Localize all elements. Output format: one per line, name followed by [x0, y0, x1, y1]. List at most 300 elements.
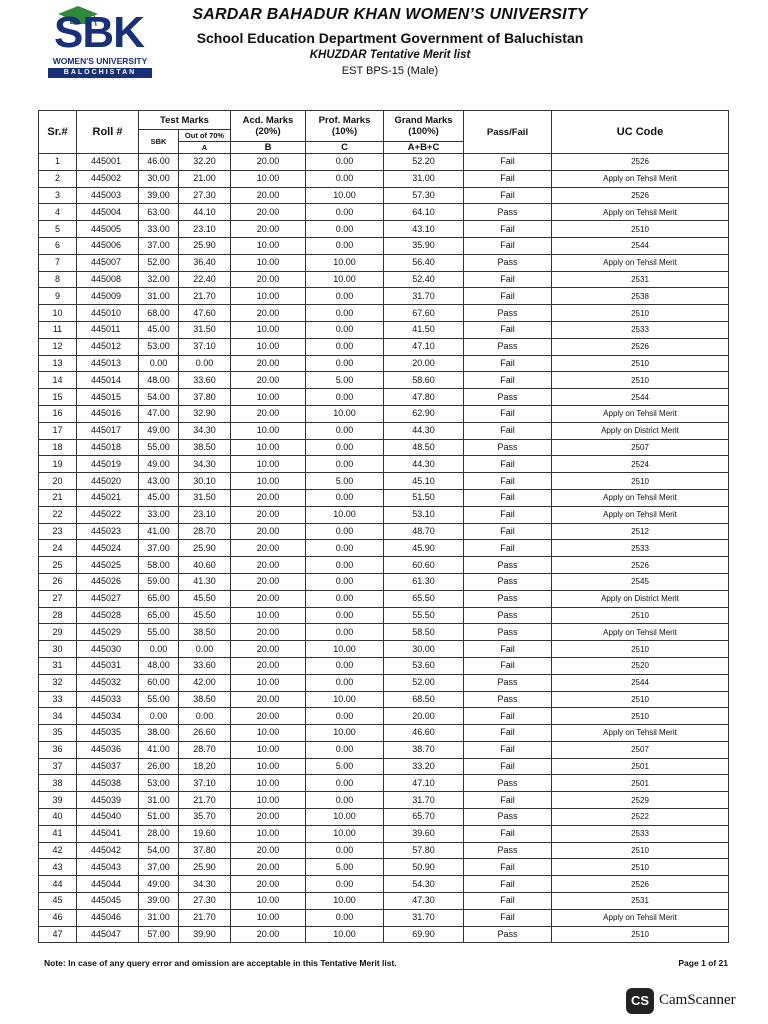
cell-uc: 2510 — [552, 641, 729, 658]
cell-result: Fail — [464, 523, 552, 540]
table-row — [39, 389, 729, 406]
cell-b: 20.00 — [231, 540, 306, 557]
cell-total: 45.10 — [384, 473, 464, 490]
cell-a: 32.20 — [179, 154, 231, 171]
cell-b: 10.00 — [231, 607, 306, 624]
cell-total: 31.70 — [384, 792, 464, 809]
cell-c: 0.00 — [306, 321, 384, 338]
cell-c: 0.00 — [306, 170, 384, 187]
cell-uc: 2501 — [552, 758, 729, 775]
cell-sbk: 47.00 — [139, 405, 179, 422]
cell-sbk: 65.00 — [139, 607, 179, 624]
cell-roll: 445005 — [77, 221, 139, 238]
cell-total: 47.80 — [384, 389, 464, 406]
cell-result: Fail — [464, 154, 552, 171]
camscanner-label: CamScanner — [659, 992, 736, 1008]
header-acd-marks: Acd. Marks (20%) — [231, 111, 306, 142]
cell-b: 20.00 — [231, 355, 306, 372]
cell-sr: 43 — [39, 859, 77, 876]
cell-sbk: 53.00 — [139, 775, 179, 792]
cell-a: 37.10 — [179, 338, 231, 355]
cell-a: 0.00 — [179, 708, 231, 725]
cell-result: Pass — [464, 439, 552, 456]
cell-sr: 42 — [39, 842, 77, 859]
cell-uc: Apply on Tehsil Merit — [552, 725, 729, 742]
cell-result: Fail — [464, 825, 552, 842]
cell-result: Pass — [464, 204, 552, 221]
cell-b: 10.00 — [231, 456, 306, 473]
cell-b: 20.00 — [231, 523, 306, 540]
cell-b: 20.00 — [231, 154, 306, 171]
cell-a: 42.00 — [179, 674, 231, 691]
cell-total: 65.70 — [384, 809, 464, 826]
cell-c: 0.00 — [306, 288, 384, 305]
table-row — [39, 254, 729, 271]
header-col-total: A+B+C — [384, 142, 464, 154]
cell-roll: 445036 — [77, 741, 139, 758]
cell-b: 20.00 — [231, 489, 306, 506]
cell-uc: 2510 — [552, 926, 729, 943]
cell-sr: 28 — [39, 607, 77, 624]
cell-sbk: 49.00 — [139, 456, 179, 473]
cell-a: 34.30 — [179, 422, 231, 439]
cell-b: 10.00 — [231, 254, 306, 271]
cell-sbk: 52.00 — [139, 254, 179, 271]
cell-sr: 22 — [39, 506, 77, 523]
cell-b: 10.00 — [231, 288, 306, 305]
cell-a: 21.70 — [179, 288, 231, 305]
table-row — [39, 506, 729, 523]
table-row — [39, 170, 729, 187]
cell-c: 10.00 — [306, 506, 384, 523]
cell-b: 10.00 — [231, 473, 306, 490]
cell-b: 10.00 — [231, 170, 306, 187]
cell-c: 0.00 — [306, 489, 384, 506]
cell-a: 34.30 — [179, 876, 231, 893]
cell-b: 20.00 — [231, 691, 306, 708]
cell-total: 44.30 — [384, 456, 464, 473]
cell-result: Pass — [464, 624, 552, 641]
table-row — [39, 288, 729, 305]
cell-uc: 2522 — [552, 809, 729, 826]
cell-result: Pass — [464, 607, 552, 624]
cell-roll: 445033 — [77, 691, 139, 708]
cell-sbk: 41.00 — [139, 523, 179, 540]
cell-result: Fail — [464, 725, 552, 742]
cell-result: Fail — [464, 170, 552, 187]
cell-roll: 445007 — [77, 254, 139, 271]
cell-sr: 24 — [39, 540, 77, 557]
cell-sr: 12 — [39, 338, 77, 355]
cell-a: 45.50 — [179, 607, 231, 624]
cell-a: 28.70 — [179, 523, 231, 540]
cell-total: 48.50 — [384, 439, 464, 456]
cell-uc: Apply on Tehsil Merit — [552, 624, 729, 641]
cell-total: 67.60 — [384, 305, 464, 322]
cell-c: 0.00 — [306, 237, 384, 254]
cell-uc: Apply on Tehsil Merit — [552, 204, 729, 221]
cell-roll: 445008 — [77, 271, 139, 288]
cell-roll: 445016 — [77, 405, 139, 422]
cell-roll: 445019 — [77, 456, 139, 473]
cell-roll: 445017 — [77, 422, 139, 439]
cell-b: 20.00 — [231, 876, 306, 893]
cell-roll: 445012 — [77, 338, 139, 355]
cell-sr: 45 — [39, 893, 77, 910]
cell-result: Pass — [464, 775, 552, 792]
cell-a: 23.10 — [179, 221, 231, 238]
cell-result: Fail — [464, 288, 552, 305]
cell-sbk: 53.00 — [139, 338, 179, 355]
table-row — [39, 909, 729, 926]
cell-c: 0.00 — [306, 221, 384, 238]
cell-roll: 445015 — [77, 389, 139, 406]
cell-total: 56.40 — [384, 254, 464, 271]
cell-uc: 2526 — [552, 187, 729, 204]
table-row — [39, 523, 729, 540]
cell-sbk: 45.00 — [139, 321, 179, 338]
cell-sbk: 33.00 — [139, 506, 179, 523]
table-row — [39, 237, 729, 254]
cell-c: 0.00 — [306, 909, 384, 926]
logo-province-text: BALOCHISTAN — [48, 68, 152, 78]
cell-sr: 18 — [39, 439, 77, 456]
cell-b: 10.00 — [231, 422, 306, 439]
cell-sr: 36 — [39, 741, 77, 758]
table-row — [39, 809, 729, 826]
cell-a: 37.80 — [179, 389, 231, 406]
table-row — [39, 725, 729, 742]
cell-result: Fail — [464, 641, 552, 658]
cell-roll: 445010 — [77, 305, 139, 322]
header-out-of: Out of 70% — [179, 130, 231, 142]
cell-a: 36.40 — [179, 254, 231, 271]
table-row — [39, 792, 729, 809]
cell-a: 21.70 — [179, 792, 231, 809]
cell-b: 20.00 — [231, 372, 306, 389]
header-pass-fail: Pass/Fail — [464, 111, 552, 154]
header-roll: Roll # — [77, 111, 139, 154]
cell-uc: 2526 — [552, 154, 729, 171]
cell-b: 20.00 — [231, 271, 306, 288]
cell-roll: 445006 — [77, 237, 139, 254]
cell-sr: 7 — [39, 254, 77, 271]
merit-table — [38, 110, 729, 943]
cell-sbk: 26.00 — [139, 758, 179, 775]
cell-uc: 2510 — [552, 473, 729, 490]
merit-table-body — [39, 154, 729, 943]
table-row — [39, 271, 729, 288]
cell-uc: 2531 — [552, 893, 729, 910]
cell-uc: 2510 — [552, 221, 729, 238]
cell-c: 0.00 — [306, 607, 384, 624]
cell-b: 20.00 — [231, 221, 306, 238]
table-row — [39, 741, 729, 758]
list-title: KHUZDAR Tentative Merit list — [309, 49, 471, 61]
cell-total: 44.30 — [384, 422, 464, 439]
cell-a: 30.10 — [179, 473, 231, 490]
table-row — [39, 439, 729, 456]
cell-a: 37.80 — [179, 842, 231, 859]
cell-total: 46.60 — [384, 725, 464, 742]
cell-sr: 32 — [39, 674, 77, 691]
table-row — [39, 540, 729, 557]
cell-roll: 445004 — [77, 204, 139, 221]
cell-a: 22.40 — [179, 271, 231, 288]
cell-c: 0.00 — [306, 338, 384, 355]
cell-uc: 2526 — [552, 338, 729, 355]
cell-roll: 445014 — [77, 372, 139, 389]
cell-uc: 2533 — [552, 540, 729, 557]
cell-c: 5.00 — [306, 372, 384, 389]
header-test-marks: Test Marks — [139, 111, 231, 130]
cell-total: 35.90 — [384, 237, 464, 254]
cell-sbk: 39.00 — [139, 893, 179, 910]
cell-total: 31.00 — [384, 170, 464, 187]
cell-sr: 10 — [39, 305, 77, 322]
cell-uc: 2544 — [552, 237, 729, 254]
cell-sbk: 49.00 — [139, 876, 179, 893]
cell-c: 0.00 — [306, 741, 384, 758]
header-sr: Sr.# — [39, 111, 77, 154]
cell-uc: 2510 — [552, 355, 729, 372]
cell-b: 10.00 — [231, 321, 306, 338]
cell-total: 69.90 — [384, 926, 464, 943]
cell-total: 55.50 — [384, 607, 464, 624]
cell-sbk: 28.00 — [139, 825, 179, 842]
cell-roll: 445023 — [77, 523, 139, 540]
cell-sbk: 37.00 — [139, 859, 179, 876]
cell-uc: 2510 — [552, 607, 729, 624]
cell-total: 45.90 — [384, 540, 464, 557]
cell-sr: 39 — [39, 792, 77, 809]
cell-uc: 2520 — [552, 657, 729, 674]
table-row — [39, 775, 729, 792]
cell-result: Pass — [464, 842, 552, 859]
cell-uc: 2526 — [552, 876, 729, 893]
cell-total: 64.10 — [384, 204, 464, 221]
cell-roll: 445041 — [77, 825, 139, 842]
cell-uc: 2531 — [552, 271, 729, 288]
cell-c: 0.00 — [306, 305, 384, 322]
table-row — [39, 405, 729, 422]
cell-b: 20.00 — [231, 657, 306, 674]
cell-a: 38.50 — [179, 624, 231, 641]
header-prof-marks: Prof. Marks (10%) — [306, 111, 384, 142]
cell-uc: Apply on District Merit — [552, 422, 729, 439]
cell-sr: 9 — [39, 288, 77, 305]
cell-c: 0.00 — [306, 775, 384, 792]
cell-sbk: 55.00 — [139, 691, 179, 708]
cell-result: Fail — [464, 187, 552, 204]
cell-total: 31.70 — [384, 288, 464, 305]
cell-c: 10.00 — [306, 405, 384, 422]
cell-sr: 26 — [39, 573, 77, 590]
cell-sr: 16 — [39, 405, 77, 422]
cell-roll: 445002 — [77, 170, 139, 187]
cell-uc: Apply on Tehsil Merit — [552, 405, 729, 422]
cell-roll: 445021 — [77, 489, 139, 506]
cell-total: 38.70 — [384, 741, 464, 758]
cell-result: Fail — [464, 893, 552, 910]
cell-result: Pass — [464, 254, 552, 271]
cell-result: Pass — [464, 305, 552, 322]
cell-total: 30.00 — [384, 641, 464, 658]
cell-total: 68.50 — [384, 691, 464, 708]
cell-roll: 445030 — [77, 641, 139, 658]
cell-roll: 445035 — [77, 725, 139, 742]
cell-total: 50.90 — [384, 859, 464, 876]
cell-b: 20.00 — [231, 809, 306, 826]
table-row — [39, 674, 729, 691]
cell-b: 10.00 — [231, 338, 306, 355]
cell-sbk: 38.00 — [139, 725, 179, 742]
cell-sbk: 0.00 — [139, 355, 179, 372]
cell-a: 28.70 — [179, 741, 231, 758]
table-row — [39, 876, 729, 893]
cell-total: 52.40 — [384, 271, 464, 288]
cell-roll: 445043 — [77, 859, 139, 876]
cell-sbk: 43.00 — [139, 473, 179, 490]
cell-sbk: 0.00 — [139, 641, 179, 658]
cell-b: 20.00 — [231, 187, 306, 204]
cell-b: 20.00 — [231, 573, 306, 590]
cell-b: 10.00 — [231, 439, 306, 456]
cell-sbk: 48.00 — [139, 372, 179, 389]
cell-roll: 445034 — [77, 708, 139, 725]
cell-b: 20.00 — [231, 708, 306, 725]
cell-c: 10.00 — [306, 691, 384, 708]
cell-uc: Apply on Tehsil Merit — [552, 254, 729, 271]
table-row — [39, 624, 729, 641]
cell-sbk: 37.00 — [139, 540, 179, 557]
cell-c: 0.00 — [306, 557, 384, 574]
cell-a: 38.50 — [179, 691, 231, 708]
cell-sbk: 51.00 — [139, 809, 179, 826]
cell-total: 20.00 — [384, 355, 464, 372]
cell-sr: 31 — [39, 657, 77, 674]
cell-uc: 2510 — [552, 305, 729, 322]
cell-uc: 2538 — [552, 288, 729, 305]
cell-sr: 25 — [39, 557, 77, 574]
cell-a: 18.20 — [179, 758, 231, 775]
cell-uc: Apply on Tehsil Merit — [552, 489, 729, 506]
cell-sr: 23 — [39, 523, 77, 540]
cell-total: 41.50 — [384, 321, 464, 338]
table-row — [39, 758, 729, 775]
cell-c: 0.00 — [306, 523, 384, 540]
cell-sr: 13 — [39, 355, 77, 372]
cell-a: 21.70 — [179, 909, 231, 926]
cell-b: 10.00 — [231, 792, 306, 809]
cell-b: 20.00 — [231, 204, 306, 221]
cell-roll: 445032 — [77, 674, 139, 691]
cell-c: 0.00 — [306, 154, 384, 171]
cell-uc: 2510 — [552, 372, 729, 389]
cell-result: Pass — [464, 557, 552, 574]
cell-roll: 445039 — [77, 792, 139, 809]
cell-b: 10.00 — [231, 775, 306, 792]
cell-total: 65.50 — [384, 590, 464, 607]
cell-a: 37.10 — [179, 775, 231, 792]
cell-result: Fail — [464, 792, 552, 809]
cell-sbk: 31.00 — [139, 288, 179, 305]
cell-sr: 37 — [39, 758, 77, 775]
cell-sr: 2 — [39, 170, 77, 187]
cell-result: Fail — [464, 473, 552, 490]
cell-sbk: 68.00 — [139, 305, 179, 322]
cell-sbk: 58.00 — [139, 557, 179, 574]
cell-roll: 445044 — [77, 876, 139, 893]
cell-result: Fail — [464, 909, 552, 926]
cell-sbk: 33.00 — [139, 221, 179, 238]
cell-result: Pass — [464, 809, 552, 826]
cell-sr: 19 — [39, 456, 77, 473]
cell-result: Pass — [464, 573, 552, 590]
table-row — [39, 842, 729, 859]
cell-sbk: 41.00 — [139, 741, 179, 758]
cell-sbk: 54.00 — [139, 389, 179, 406]
cell-roll: 445022 — [77, 506, 139, 523]
cell-result: Fail — [464, 708, 552, 725]
cell-a: 32.90 — [179, 405, 231, 422]
cell-total: 54.30 — [384, 876, 464, 893]
cell-uc: Apply on Tehsil Merit — [552, 909, 729, 926]
cell-c: 5.00 — [306, 473, 384, 490]
page-number: Page 1 of 21 — [678, 958, 728, 968]
cell-c: 10.00 — [306, 809, 384, 826]
cell-uc: 2533 — [552, 321, 729, 338]
cell-sr: 44 — [39, 876, 77, 893]
cell-sr: 5 — [39, 221, 77, 238]
cell-uc: 2507 — [552, 741, 729, 758]
cell-total: 39.60 — [384, 825, 464, 842]
cell-result: Fail — [464, 271, 552, 288]
cell-uc: 2526 — [552, 557, 729, 574]
cell-b: 10.00 — [231, 893, 306, 910]
cell-a: 21.00 — [179, 170, 231, 187]
cell-sr: 46 — [39, 909, 77, 926]
cell-uc: 2510 — [552, 708, 729, 725]
cell-sr: 29 — [39, 624, 77, 641]
cell-roll: 445009 — [77, 288, 139, 305]
cell-b: 20.00 — [231, 859, 306, 876]
cell-result: Fail — [464, 506, 552, 523]
cell-uc: 2529 — [552, 792, 729, 809]
table-row — [39, 305, 729, 322]
cell-c: 0.00 — [306, 590, 384, 607]
university-name: SARDAR BAHADUR KHAN WOMEN’S UNIVERSITY — [192, 6, 588, 23]
table-row — [39, 372, 729, 389]
table-row — [39, 607, 729, 624]
cell-sbk: 60.00 — [139, 674, 179, 691]
cell-roll: 445046 — [77, 909, 139, 926]
cell-a: 40.60 — [179, 557, 231, 574]
cell-a: 25.90 — [179, 237, 231, 254]
cell-c: 0.00 — [306, 422, 384, 439]
cell-sbk: 55.00 — [139, 439, 179, 456]
cell-total: 62.90 — [384, 405, 464, 422]
cell-roll: 445042 — [77, 842, 139, 859]
cell-sbk: 45.00 — [139, 489, 179, 506]
cell-c: 0.00 — [306, 540, 384, 557]
cell-result: Pass — [464, 389, 552, 406]
header-col-c: C — [306, 142, 384, 154]
cell-roll: 445028 — [77, 607, 139, 624]
cell-total: 20.00 — [384, 708, 464, 725]
cell-c: 0.00 — [306, 624, 384, 641]
cell-b: 10.00 — [231, 389, 306, 406]
